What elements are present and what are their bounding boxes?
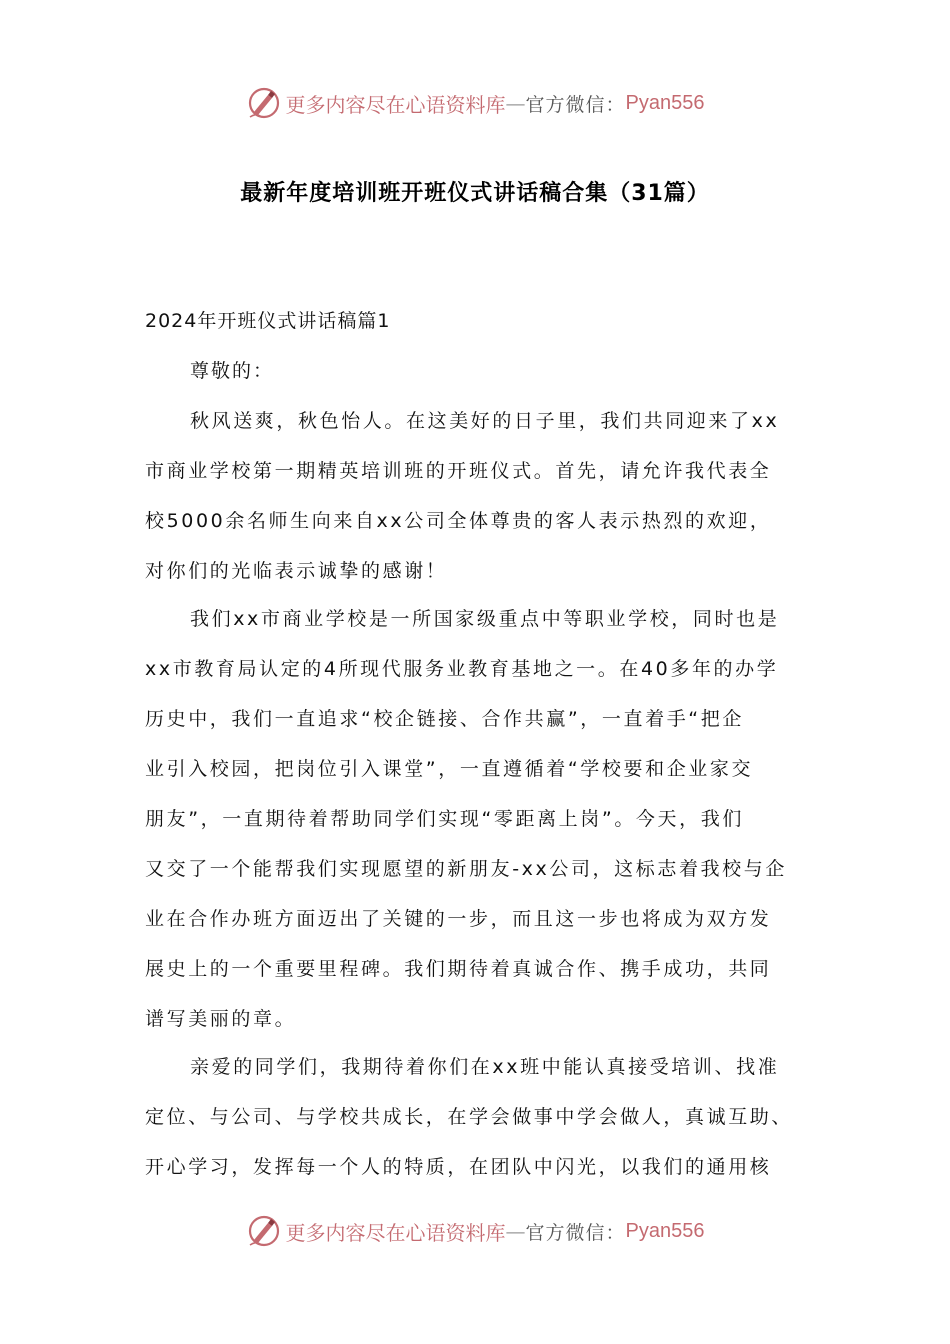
footer-banner (0, 1206, 950, 1256)
banner-wechat-label: 官方微信： (525, 93, 626, 116)
document-title: 最新年度培训班开班仪式讲话稿合集（31篇） (240, 181, 710, 206)
body-line: 谱写美丽的章。 (145, 1008, 297, 1030)
banner-main-text: 更多内容尽在心语资料库 (285, 1220, 506, 1245)
banner-wechat-id: Pyan556 (625, 1219, 705, 1242)
body-line: 业在合作办班方面迈出了关键的一步，而且这一步也将成为双方发 (145, 908, 772, 930)
body-line: 我们xx市商业学校是一所国家级重点中等职业学校，同时也是 (190, 608, 780, 630)
body-line: 开心学习，发挥每一个人的特质，在团队中闪光，以我们的通用核 (145, 1156, 772, 1178)
body-line: 定位、与公司、与学校共成长，在学会做事中学会做人，真诚互助、 (145, 1106, 794, 1128)
banner-dash: — (505, 91, 526, 115)
body-line: 历史中，我们一直追求“校企链接、合作共赢”，一直着手“把企 (145, 708, 744, 730)
body-line: 对你们的光临表示诚挚的感谢！ (145, 560, 448, 582)
body-line: 朋友”，一直期待着帮助同学们实现“零距离上岗”。今天，我们 (145, 808, 744, 830)
body-line: 又交了一个能帮我们实现愿望的新朋友-xx公司，这标志着我校与企 (145, 858, 787, 880)
salutation: 尊敬的： (190, 360, 275, 382)
banner-main-text: 更多内容尽在心语资料库 (285, 92, 506, 117)
body-line: 秋风送爽，秋色怡人。在这美好的日子里，我们共同迎来了xx (190, 410, 780, 432)
body-line: 校5000余名师生向来自xx公司全体尊贵的客人表示热烈的欢迎， (145, 510, 772, 532)
section-heading: 2024年开班仪式讲话稿篇1 (145, 310, 391, 332)
body-line: 亲爱的同学们，我期待着你们在xx班中能认真接受培训、找准 (190, 1056, 780, 1078)
pen-logo-icon (246, 1213, 282, 1249)
banner-wechat-label: 官方微信： (525, 1221, 626, 1244)
body-line: 业引入校园，把岗位引入课堂”，一直遵循着“学校要和企业家交 (145, 758, 754, 780)
body-line: 市商业学校第一期精英培训班的开班仪式。首先，请允许我代表全 (145, 460, 772, 482)
body-line: xx市教育局认定的4所现代服务业教育基地之一。在40多年的办学 (145, 658, 779, 680)
header-banner (0, 78, 950, 128)
banner-wechat-id: Pyan556 (625, 91, 705, 114)
pen-logo-icon (246, 85, 282, 121)
body-line: 展史上的一个重要里程碑。我们期待着真诚合作、携手成功，共同 (145, 958, 772, 980)
banner-dash: — (505, 1219, 526, 1243)
